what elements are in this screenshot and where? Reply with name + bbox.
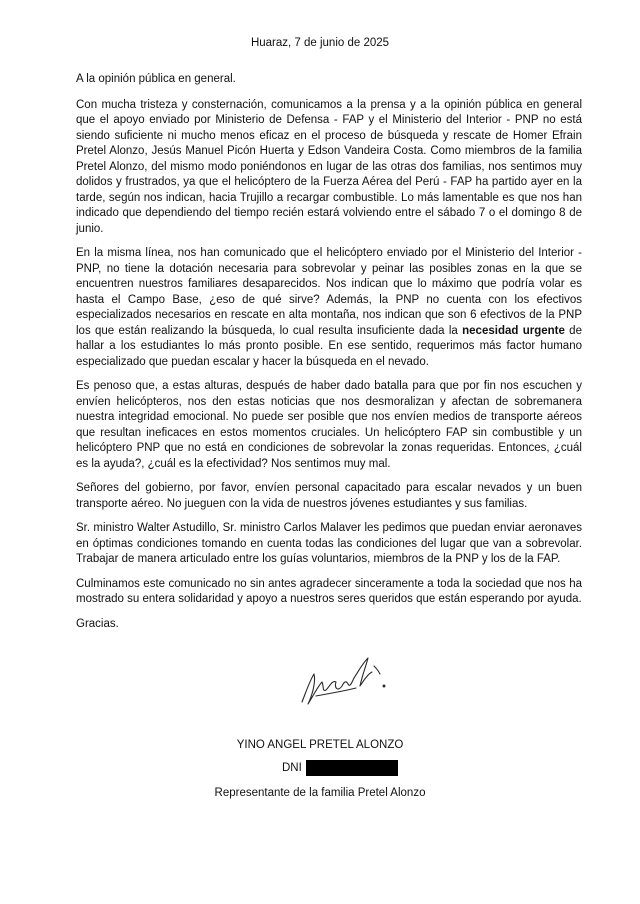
urgent-need-emphasis: necesidad urgente xyxy=(462,324,565,337)
letter-body xyxy=(76,72,582,641)
paragraph-4: Señores del gobierno, por favor, envíen personal capacitado para escalar nevados y un buen transporte aéreo. No jueguen con la vida de nuestros jóvenes estudiantes y sus familias. xyxy=(76,482,582,510)
signer-name: YINO ANGEL PRETEL ALONZO xyxy=(236,739,404,751)
signer-role: Representante de la familia Pretel Alonzo xyxy=(214,787,426,799)
dni-row xyxy=(282,760,398,776)
closing: Gracias. xyxy=(76,617,119,630)
paragraph-2-end: de hallar a los estudiantes lo más pronto posible. En ese sentido, requerimos más factor humano especializado que puedan escalar y hacer la búsqueda en el nevado. xyxy=(76,324,582,368)
paragraph-6: Culminamos este comunicado no sin antes agradecer sinceramente a toda la sociedad que nos ha mostrado su entera solidaridad y apoyo a nuestros seres queridos que están esperando por ayuda. xyxy=(76,577,582,605)
handwritten-signature-icon xyxy=(296,652,392,710)
paragraph-5: Sr. ministro Walter Astudillo, Sr. ministro Carlos Malaver les pedimos que puedan enviar aeronaves en óptimas condiciones tomando en cuenta todas las condiciones del lugar que van a sobrevolar. Trabajar de manera articulado entre los guías voluntarios, miembros de la PNP y los de la FAP. xyxy=(76,522,582,565)
paragraph-2-start: En la misma línea, nos han comunicado que el helicóptero enviado por el Ministerio del Interior - PNP, no tiene la dotación necesaria para sobrevolar y peinar las posibles zonas en la que se encuentren nuestros familiares desaparecidos. Nos indican que lo máximo que podría volar es hasta el Campo Base, ¿eso de qué sirve? Además, la PNP no cuenta con los efectivos especializados necesarios en rescate en alta montaña, nos indican que son 6 efectivos de la PNP los que están realizando la búsqueda, lo cual resulta insuficiente dada la xyxy=(76,247,582,337)
date-line: Huaraz, 7 de junio de 2025 xyxy=(250,37,390,49)
paragraph-2 xyxy=(76,246,582,370)
paragraph-1: Con mucha tristeza y consternación, comunicamos a la prensa y a la opinión pública en general que el apoyo enviado por Ministerio de Defensa - FAP y el Ministerio del Interior - PNP no está siendo suficiente ni mucho menos eficaz en el proceso de búsqueda y rescate de Homer Efrain Pretel Alonzo, Jesús Manuel Picón Huerta y Edson Vandeira Costa. Como miembros de la familia Pretel Alonzo, del mismo modo poniéndonos en lugar de las otras dos familias, nos sentimos muy dolidos y frustrados, ya que el helicóptero de la Fuerza Aérea del Perú - FAP ha partido ayer en la tarde, según nos indican, hacia Trujillo a recargar combustible. Lo más lamentable es que nos han indicado que dependiendo del tiempo recién estará volviendo entre el sábado 7 o el domingo 8 de junio. xyxy=(76,98,582,235)
dni-label: DNI xyxy=(282,762,302,774)
dni-redaction xyxy=(306,760,398,776)
greeting: A la opinión pública en general. xyxy=(76,73,236,85)
paragraph-3: Es penoso que, a estas alturas, después de haber dado batalla para que por fin nos escuchen y envíen helicópteros, nos den estas noticias que nos desmoralizan y afectan de sobremanera nuestra integridad emocional. No puede ser posible que nos envíen medios de transporte aéreos que resultan ineficaces en estos momentos cruciales. Un helicóptero FAP sin combustible y un helicóptero PNP que no está en condiciones de sobrevolar la zonas requeridas. Entonces, ¿cuál es la ayuda?, ¿cuál es la efectividad? Nos sentimos muy mal. xyxy=(76,380,582,470)
